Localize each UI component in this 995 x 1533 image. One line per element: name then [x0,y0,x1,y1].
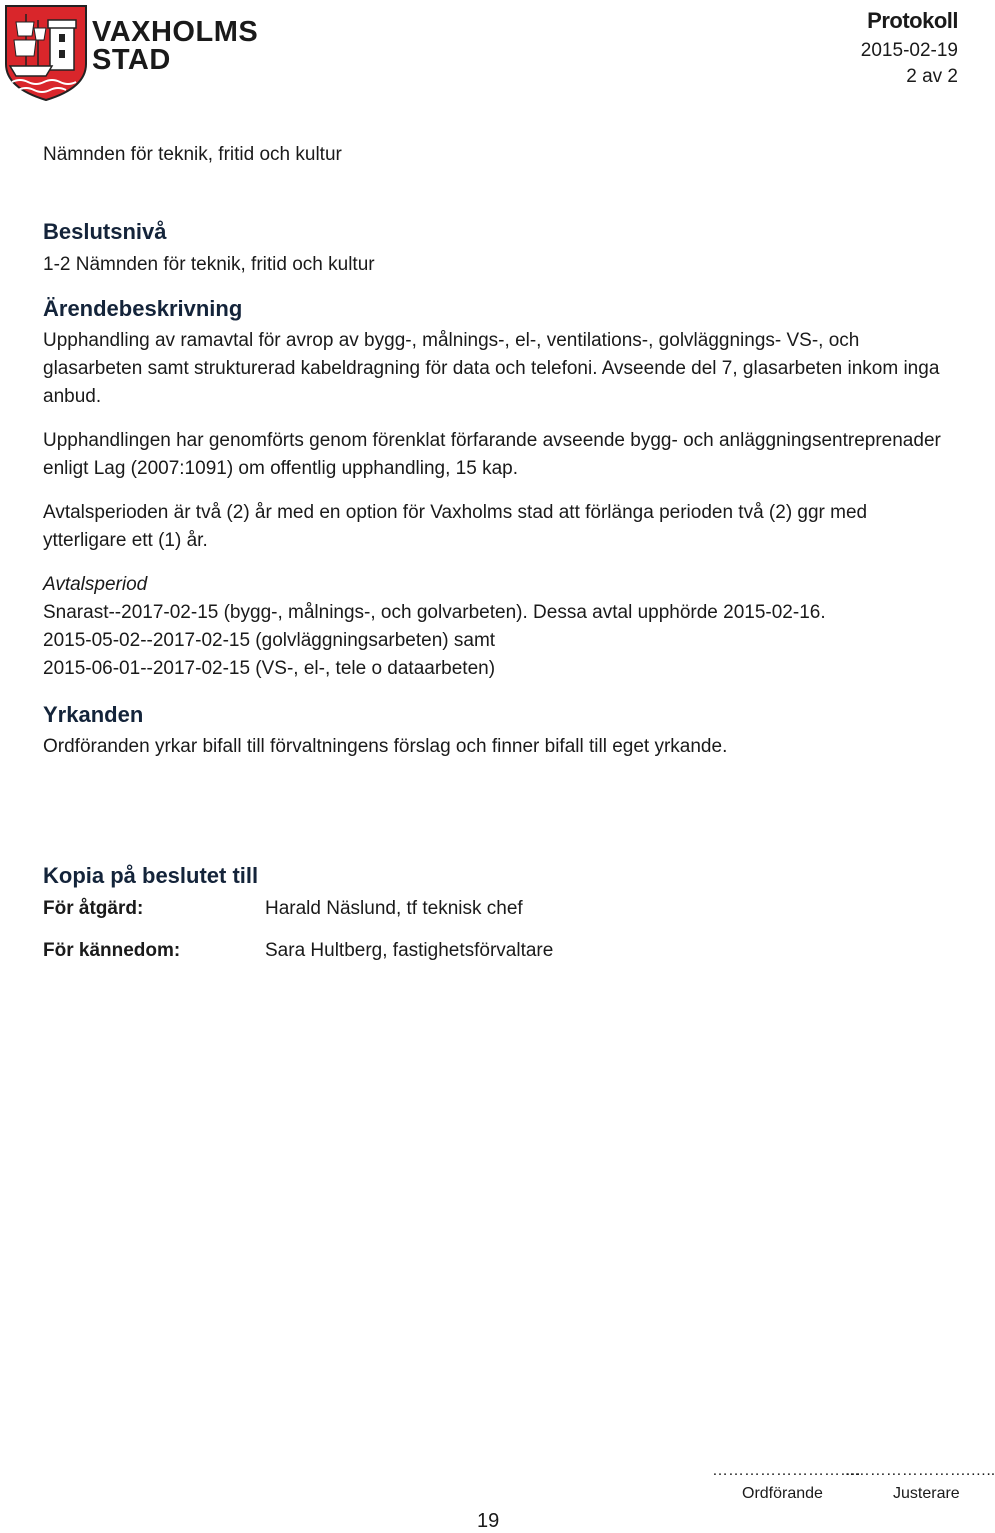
signature-line-ordforande: ………………………. [712,1462,861,1479]
logo-line-2: STAD [92,44,171,76]
arende-paragraph-3: Avtalsperioden är två (2) år med en option för Vaxholms stad att förlänga perioden två (2) ggr med ytterligare ett (1) år. [43,502,868,551]
justerare-label: Justerare [893,1485,960,1502]
page-number: 19 [477,1510,500,1532]
arende-paragraph-1: Upphandling av ramavtal för avrop av bygg-, målnings-, el-, ventilations-, golvläggnings- VS-, och glasarbeten samt strukturerad kabeldragning för data och telefoni. Avseende del 7, glasarbeten inkom inga anbud. [43,330,940,407]
kopia-heading: Kopia på beslutet till [43,863,259,888]
coat-of-arms-icon [4,4,90,102]
committee-name: Nämnden för teknik, fritid och kultur [43,144,342,165]
document-type: Protokoll [867,8,958,33]
arende-paragraph-2: Upphandlingen har genomförts genom förenklat förfarande avseende bygg- och anläggningsentreprenader enligt Lag (2007:1091) om offentlig upphandling, 15 kap. [43,430,941,479]
kopia-label-kannedom: För kännedom: [43,940,181,961]
logo-line-1: VAXHOLMS [92,16,259,48]
avtalsperiod-line-1: Snarast--2017-02-15 (bygg-, målnings-, och golvarbeten). Dessa avtal upphörde 2015-02-16. [43,602,826,623]
avtalsperiod-line-2: 2015-05-02--2017-02-15 (golvläggningsarbeten) samt [43,630,496,651]
beslutsniva-heading: Beslutsnivå [43,219,167,244]
kopia-label-atgard: För åtgärd: [43,898,144,919]
avtalsperiod-label: Avtalsperiod [43,574,148,595]
signature-line-justerare: ..………………….….. [845,1462,995,1479]
avtalsperiod-line-3: 2015-06-01--2017-02-15 (VS-, el-, tele o dataarbeten) [43,658,496,679]
document-date: 2015-02-19 [860,40,958,61]
yrkanden-text: Ordföranden yrkar bifall till förvaltningens förslag och finner bifall till eget yrkande. [43,736,728,757]
yrkanden-heading: Yrkanden [43,702,144,727]
beslutsniva-text: 1-2 Nämnden för teknik, fritid och kultur [43,254,375,275]
logo-text [92,18,258,74]
page-indicator: 2 av 2 [906,66,958,87]
kopia-value-atgard: Harald Näslund, tf teknisk chef [265,898,523,919]
kopia-value-kannedom: Sara Hultberg, fastighetsförvaltare [265,940,554,961]
ordforande-label: Ordförande [742,1485,823,1502]
arendebeskrivning-heading: Ärendebeskrivning [43,296,243,321]
